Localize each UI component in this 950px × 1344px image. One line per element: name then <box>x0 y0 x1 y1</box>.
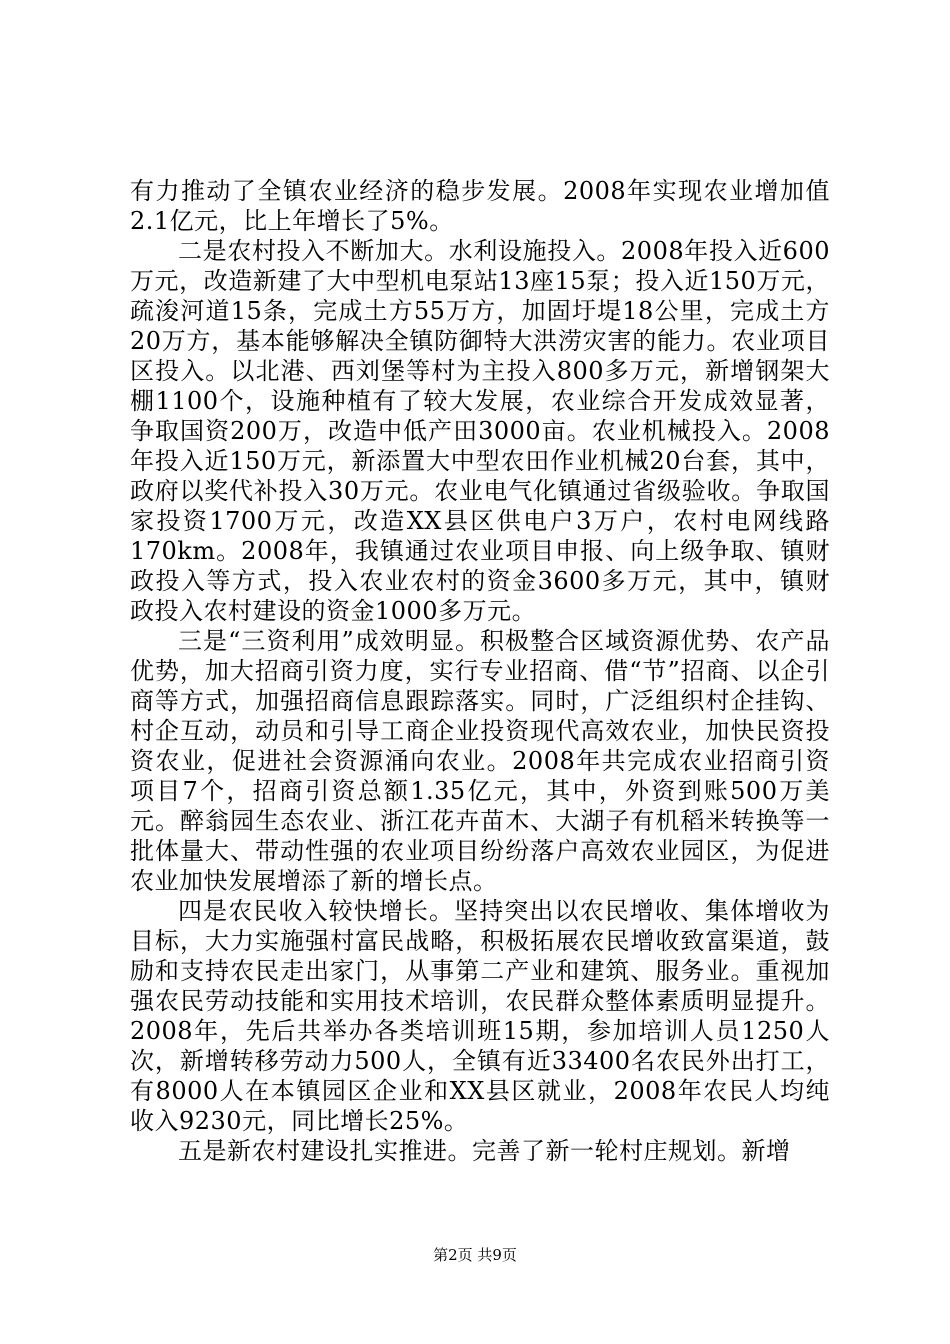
document-body <box>130 176 830 1166</box>
paragraph-4: 四是农民收入较快增长。坚持突出以农民增收、集体增收为目标，大力实施强村富民战略，积极拓展农民增收致富渠道，鼓励和支持农民走出家门，从事第二产业和建筑、服务业。重视加强农民劳动技能和实用技术培训，农民群众整体素质明显提升。2008年，先后共举办各类培训班15期，参加培训人员1250人次，新增转移劳动力500人，全镇有近33400名农民外出打工，有8000人在本镇园区企业和XX县区就业，2008年农民人均纯收入9230元，同比增长25%。 <box>130 897 830 1135</box>
page-number-footer: 第2页 共9页 <box>433 1246 517 1264</box>
paragraph-2: 二是农村投入不断加大。水利设施投入。2008年投入近600万元，改造新建了大中型机电泵站13座15泵；投入近150万元，疏浚河道15条，完成土方55万方，加固圩堤18公里，完成土方20万方，基本能够解决全镇防御特大洪涝灾害的能力。农业项目区投入。以北港、西刘堡等村为主投入800多万元，新增钢架大棚1100个，设施种植有了较大发展，农业综合开发成效显著，争取国资200万，改造中低产田3000亩。农业机械投入。2008年投入近150万元，新添置大中型农田作业机械20台套，其中，政府以奖代补投入30万元。农业电气化镇通过省级验收。争取国家投资1700万元，改造XX县区供电户3万户，农村电网线路170km。2008年，我镇通过农业项目申报、向上级争取、镇财政投入等方式，投入农业农村的资金3600多万元，其中，镇财政投入农村建设的资金1000多万元。 <box>130 237 830 625</box>
paragraph-3: 三是“三资利用”成效明显。积极整合区域资源优势、农产品优势，加大招商引资力度，实行专业招商、借“节”招商、以企引商等方式，加强招商信息跟踪落实。同时，广泛组织村企挂钩、村企互动，动员和引导工商企业投资现代高效农业，加快民资投资农业，促进社会资源涌向农业。2008年共完成农业招商引资项目7个，招商引资总额1.35亿元，其中，外资到账500万美元。醉翁园生态农业、浙江花卉苗木、大湖子有机稻米转换等一批体量大、带动性强的农业项目纷纷落户高效农业园区，为促进农业加快发展增添了新的增长点。 <box>130 627 830 895</box>
paragraph-5: 五是新农村建设扎实推进。完善了新一轮村庄规划。新增 <box>178 1137 791 1165</box>
paragraph-1: 有力推动了全镇农业经济的稳步发展。2008年实现农业增加值2.1亿元，比上年增长了5%。 <box>130 177 830 235</box>
